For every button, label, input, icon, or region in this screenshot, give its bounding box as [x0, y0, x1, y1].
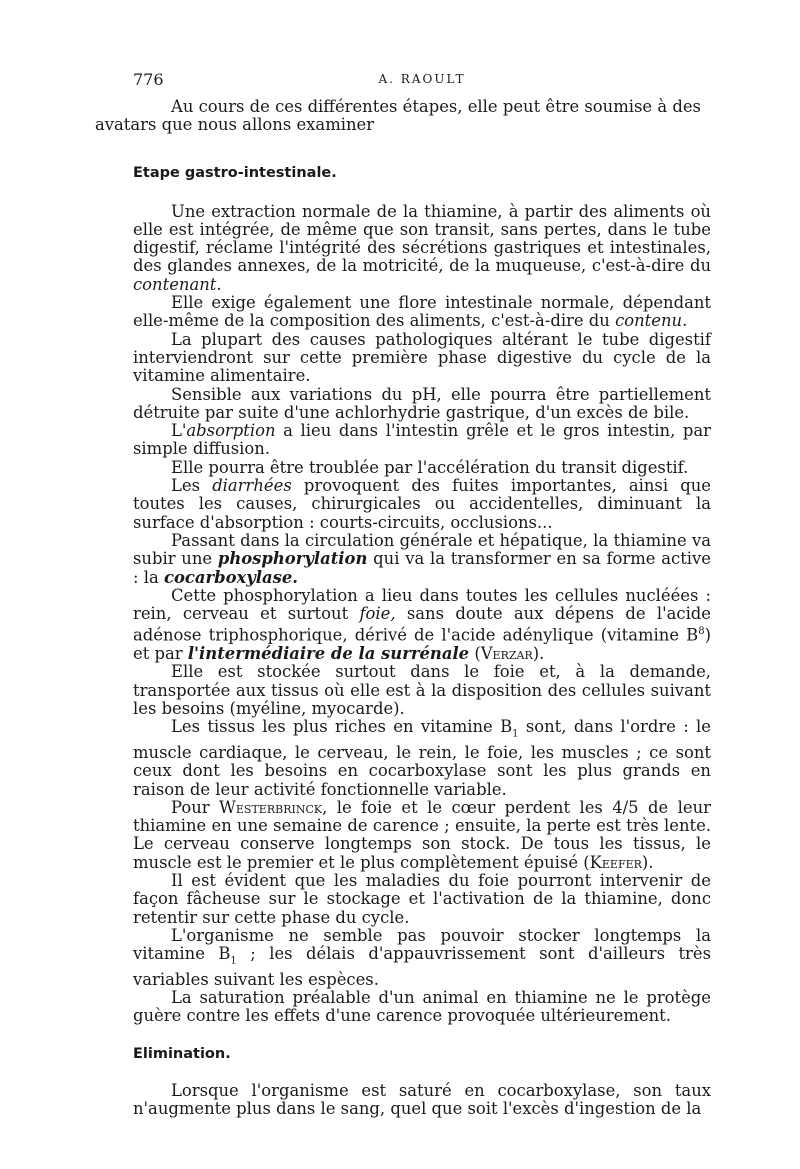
paragraph: Les diarrhées provoquent des fuites importantes, ainsi que toutes les causes, chirurgicales ou accidentelles, diminuant la surface d'absorption : courts-circuits, occlusions...: [133, 476, 711, 532]
section-heading-elimination: Elimination.: [133, 1045, 231, 1062]
paragraph: La plupart des causes pathologiques altérant le tube digestif interviendront sur cette première phase digestive du cycle de la vitamine alimentaire.: [133, 329, 711, 386]
paragraph: L'absorption a lieu dans l'intestin grêle et le gros intestin, par simple diffusion.: [133, 421, 711, 459]
intro-paragraph: [95, 97, 711, 135]
paragraph: Il est évident que les maladies du foie pourront intervenir de façon fâcheuse sur le stockage et l'activation de la thiamine, donc retentir sur cette phase du cycle.: [133, 871, 711, 927]
paragraph: Sensible aux variations du pH, elle pourra être partiellement détruite par suite d'une achlorhydrie gastrique, d'un excès de bile.: [133, 384, 711, 422]
paragraph: Elle est stockée surtout dans le foie et, à la demande, transportée aux tissus où elle est à la disposition des cellules suivant les besoins (myéline, myocarde).: [133, 662, 711, 719]
document-page: [95, 70, 711, 1118]
intro-line-2: avatars que nous allons examiner: [95, 115, 375, 135]
page-number: 776: [133, 70, 164, 89]
paragraph: L'organisme ne semble pas pouvoir stocker longtemps la vitamine $B_1$ ; les délais d'appauvrissement sont d'ailleurs très variables suivant les espèces.: [133, 925, 711, 989]
paragraph: Elle exige également une flore intestinale normale, dépendant elle-même de la composition des aliments, c'est-à-dire du contenu.: [133, 293, 711, 331]
section-heading-gastro: Etape gastro-intestinale.: [133, 164, 337, 181]
paragraph: Elle pourra être troublée par l'accélération du transit digestif.: [171, 457, 689, 477]
running-header: [133, 70, 711, 96]
paragraph: Cette phosphorylation a lieu dans toutes les cellules nucléées : rein, cerveau et surtout foie, sans doute aux dépens de l'acide adénose triphosphorique, dérivé de l'acide adénylique (vitamine $B^8$) et par l'intermédiaire de la surrénale (Verzar).: [133, 585, 711, 664]
paragraph: Pour Westerbrinck, le foie et le cœur perdent les 4/5 de leur thiamine en une semaine de carence ; ensuite, la perte est très lente. Le cerveau conserve longtemps son stock. De tous les tissus, le muscle est le premier et le plus complètement épuisé (Keefer).: [133, 797, 711, 872]
running-author: A. RAOULT: [378, 72, 466, 86]
paragraph: Passant dans la circulation générale et hépatique, la thiamine va subir une phosphorylation qui va la transformer en sa forme active : la cocarboxylase.: [133, 530, 711, 587]
paragraph: Lorsque l'organisme est saturé en cocarboxylase, son taux n'augmente plus dans le sang, quel que soit l'excès d'ingestion de la: [133, 1080, 711, 1118]
intro-line-1: Au cours de ces différentes étapes, elle peut être soumise à des: [171, 97, 701, 116]
paragraph: Les tissus les plus riches en vitamine $B_1$ sont, dans l'ordre : le muscle cardiaque, le cerveau, le rein, le foie, les muscles ; ce sont ceux dont les besoins en cocarboxylase sont les plus grands en raison de leur activité fonctionnelle variable.: [133, 717, 711, 799]
paragraph: La saturation préalable d'un animal en thiamine ne le protège guère contre les effets d'une carence provoquée ultérieurement.: [133, 988, 711, 1026]
paragraph: Une extraction normale de la thiamine, à partir des aliments où elle est intégrée, de même que son transit, sans pertes, dans le tube digestif, réclame l'intégrité des sécrétions gastriques et intestinales, des glandes annexes, de la motricité, de la muqueuse, c'est-à-dire du contenant.: [133, 201, 711, 294]
